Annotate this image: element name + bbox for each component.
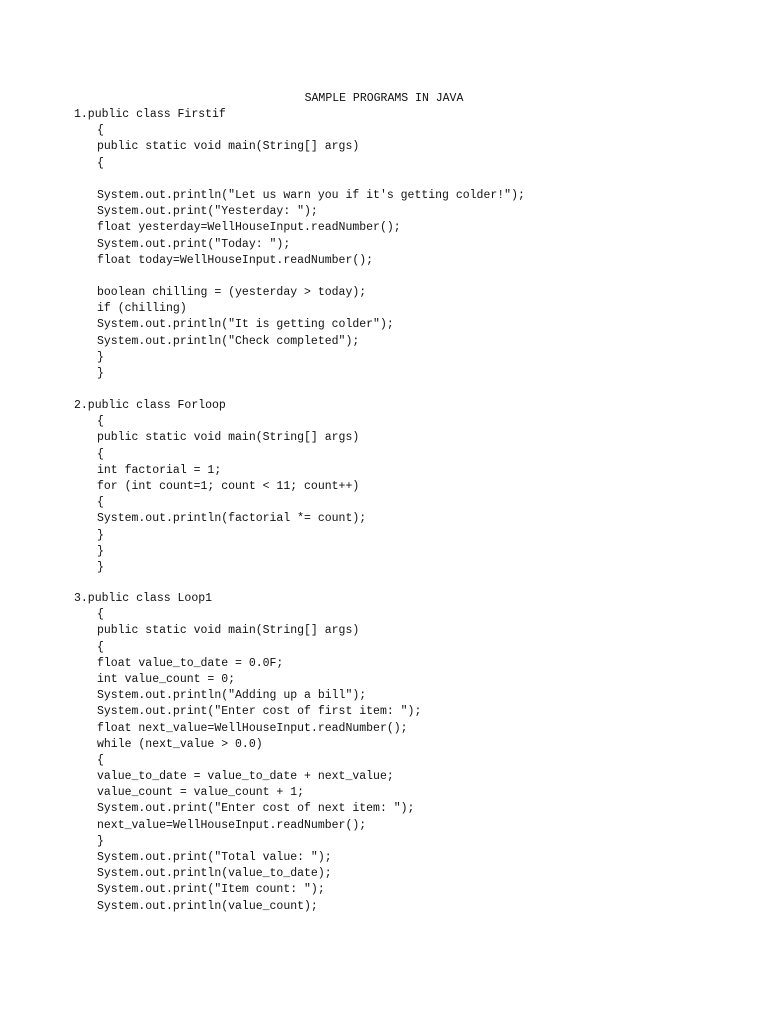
code-line: int factorial = 1; bbox=[97, 463, 222, 477]
code-line: System.out.println("Let us warn you if it's getting colder!"); bbox=[97, 188, 525, 202]
code-line: System.out.println("Adding up a bill"); bbox=[97, 689, 367, 703]
code-line: { bbox=[97, 608, 104, 622]
program-block-loop1 bbox=[0, 591, 768, 915]
code-line: } bbox=[97, 367, 104, 380]
code-line: } bbox=[97, 834, 104, 848]
code-line: { bbox=[97, 415, 104, 429]
code-line: System.out.println("Check completed"); bbox=[97, 334, 360, 348]
code-line: } bbox=[97, 544, 104, 558]
code-line: System.out.println(value_to_date); bbox=[97, 867, 332, 881]
code-line: while (next_value > 0.0) bbox=[97, 737, 263, 751]
code-line: { bbox=[97, 447, 104, 461]
code-line: public static void main(String[] args) bbox=[97, 140, 360, 154]
blank-line bbox=[0, 269, 768, 285]
code-line: } bbox=[97, 528, 104, 542]
code-line: boolean chilling = (yesterday > today); bbox=[97, 286, 367, 300]
code-line: System.out.println(value_count); bbox=[97, 899, 318, 913]
program-block-firstif bbox=[0, 107, 768, 382]
code-line: { bbox=[97, 124, 104, 138]
program-header: 1.public class Firstif bbox=[74, 108, 226, 121]
code-line: float yesterday=WellHouseInput.readNumber(); bbox=[97, 221, 401, 235]
code-line: System.out.print("Enter cost of next item: "); bbox=[97, 802, 415, 816]
code-line: System.out.print("Total value: "); bbox=[97, 851, 332, 864]
code-line: { bbox=[97, 640, 104, 654]
code-line: System.out.print("Today: "); bbox=[97, 237, 291, 251]
code-line: System.out.print("Enter cost of first item: "); bbox=[97, 705, 422, 719]
code-line: for (int count=1; count < 11; count++) bbox=[97, 479, 360, 493]
code-line: if (chilling) bbox=[97, 302, 187, 316]
code-line: System.out.print("Item count: "); bbox=[97, 883, 325, 897]
code-line: } bbox=[97, 560, 104, 574]
code-line: public static void main(String[] args) bbox=[97, 431, 360, 445]
code-line: System.out.println(factorial *= count); bbox=[97, 512, 367, 526]
blank-line bbox=[0, 172, 768, 188]
code-line: value_to_date = value_to_date + next_value; bbox=[97, 770, 394, 784]
code-line: next_value=WellHouseInput.readNumber(); bbox=[97, 818, 367, 832]
code-line: System.out.print("Yesterday: "); bbox=[97, 205, 318, 219]
program-header: 2.public class Forloop bbox=[74, 399, 226, 412]
code-line: System.out.println("It is getting colder"); bbox=[97, 318, 394, 332]
program-header: 3.public class Loop1 bbox=[74, 592, 213, 605]
code-line: float today=WellHouseInput.readNumber(); bbox=[97, 253, 374, 267]
document-title: SAMPLE PROGRAMS IN JAVA bbox=[304, 92, 464, 105]
code-line: { bbox=[97, 496, 104, 510]
code-line: value_count = value_count + 1; bbox=[97, 786, 305, 800]
code-line: float next_value=WellHouseInput.readNumber(); bbox=[97, 721, 408, 735]
code-line: } bbox=[97, 350, 104, 364]
code-line: { bbox=[97, 156, 104, 170]
code-line: { bbox=[97, 753, 104, 767]
code-line: public static void main(String[] args) bbox=[97, 624, 360, 638]
code-line: float value_to_date = 0.0F; bbox=[97, 656, 284, 670]
code-line: int value_count = 0; bbox=[97, 672, 236, 686]
program-block-forloop bbox=[0, 398, 768, 576]
